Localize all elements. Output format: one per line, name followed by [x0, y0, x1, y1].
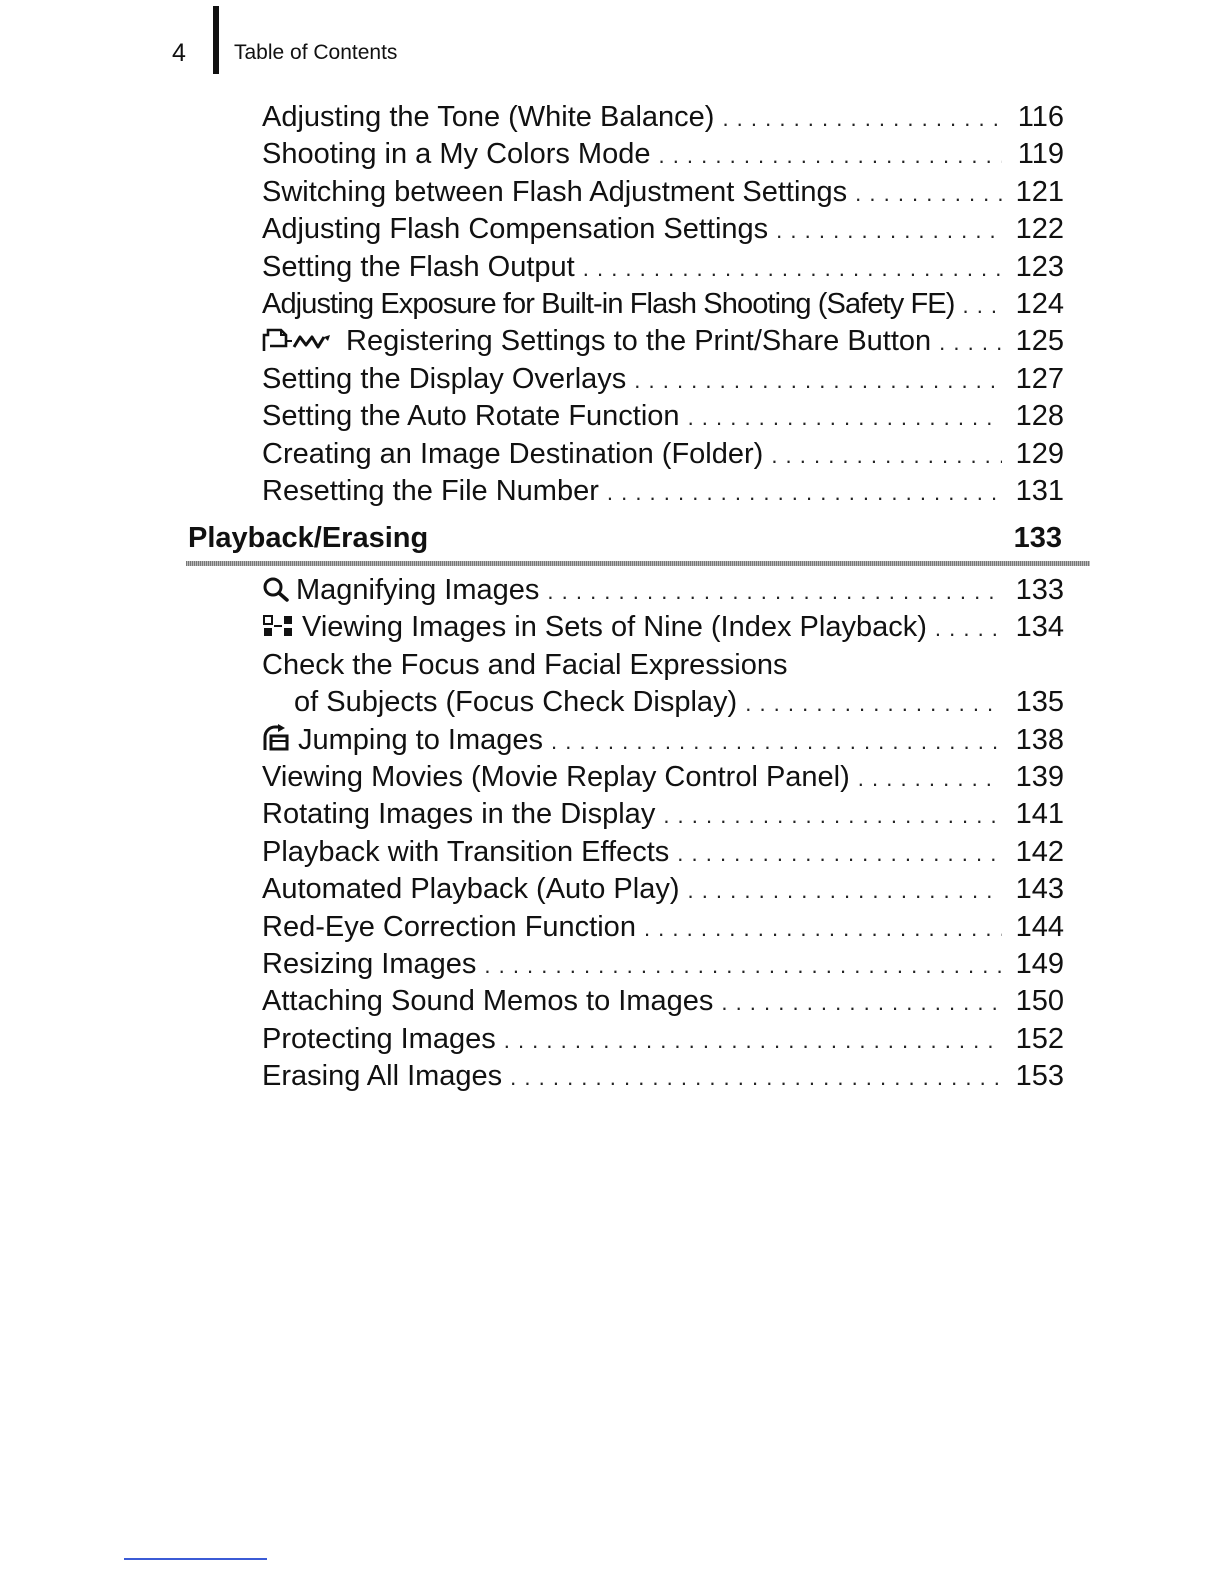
toc-entry-page: 143 [1015, 873, 1064, 906]
section-heading-playback-erasing[interactable] [188, 518, 1062, 558]
toc-entry-page: 134 [1015, 611, 1064, 644]
toc-leader-dots [547, 573, 1002, 609]
toc-entry-continued[interactable] [262, 684, 1064, 721]
jump-icon [262, 724, 292, 759]
toc-entry-label: Protecting Images [262, 1022, 496, 1055]
toc-entry-label: Magnifying Images [296, 574, 540, 606]
toc-entry-page: 129 [1015, 437, 1064, 470]
toc-leader-dots [644, 910, 1002, 946]
toc-leader-dots [607, 474, 1002, 510]
toc-entry-page: 153 [1015, 1060, 1064, 1093]
toc-entry-page: 131 [1015, 474, 1064, 507]
toc-entry-label: Adjusting Flash Compensation Settings [262, 213, 769, 246]
toc-entry[interactable] [262, 361, 1064, 398]
toc-leader-dots [510, 1059, 1002, 1095]
toc-entry-page: 135 [1015, 686, 1064, 719]
toc-entry[interactable] [262, 572, 1064, 609]
toc-entry[interactable] [262, 211, 1064, 248]
toc-entry-page: 125 [1015, 325, 1064, 358]
toc-entry-label-line1: Check the Focus and Facial Expressions [262, 648, 788, 681]
toc-entry[interactable] [262, 99, 1064, 136]
toc-entry[interactable] [262, 759, 1064, 796]
toc-leader-dots [484, 947, 1002, 983]
toc-entry-label: Resetting the File Number [262, 474, 599, 507]
toc-entry-page: 123 [1015, 250, 1064, 283]
toc-entry[interactable] [262, 946, 1064, 983]
toc-entry[interactable] [262, 834, 1064, 871]
toc-leader-dots [962, 287, 1002, 323]
section-heading-page: 133 [1013, 522, 1062, 554]
toc-entry-label: Setting the Flash Output [262, 250, 575, 283]
toc-leader-dots [504, 1022, 1002, 1058]
magnify-icon [262, 575, 290, 609]
toc-entry[interactable] [262, 398, 1064, 435]
toc-entry[interactable] [262, 983, 1064, 1020]
footer-link-underline [124, 1558, 267, 1560]
toc-entry-label-with-icon [262, 572, 539, 609]
toc-entry-label: Erasing All Images [262, 1060, 503, 1093]
toc-entry-page: 141 [1015, 798, 1064, 831]
toc-entry[interactable] [262, 286, 1064, 323]
toc-entry-label: Creating an Image Destination (Folder) [262, 437, 764, 470]
toc-entry-page: 116 [1017, 101, 1064, 133]
toc-entry-page: 121 [1015, 175, 1064, 208]
toc-entry-page: 124 [1015, 287, 1064, 320]
section-divider [186, 561, 1090, 566]
toc-leader-dots [658, 137, 1002, 173]
toc-entry-label: Attaching Sound Memos to Images [262, 985, 714, 1018]
toc-entry[interactable] [262, 722, 1064, 759]
toc-leader-dots [939, 324, 1002, 360]
toc-entry-label: Setting the Display Overlays [262, 362, 627, 395]
toc-entry[interactable] [262, 909, 1064, 946]
toc-entry[interactable] [262, 647, 1064, 684]
toc-entry-label: Rotating Images in the Display [262, 798, 656, 831]
toc-entry-page: 127 [1015, 362, 1064, 395]
toc-leader-dots [855, 175, 1002, 211]
toc-leader-dots [634, 362, 1002, 398]
toc-entry[interactable] [262, 1021, 1064, 1058]
toc-entry[interactable] [262, 249, 1064, 286]
toc-entry-page: 128 [1015, 400, 1064, 433]
toc-entry[interactable] [262, 473, 1064, 510]
toc-entry-page: 152 [1015, 1022, 1064, 1055]
toc-entry[interactable] [262, 871, 1064, 908]
toc-entry-label: Playback with Transition Effects [262, 835, 670, 868]
toc-leader-dots [687, 872, 1002, 908]
toc-entry-page: 138 [1015, 723, 1064, 756]
header-title: Table of Contents [234, 41, 398, 64]
toc-entry-label-with-icon [262, 323, 931, 360]
toc-entry[interactable] [262, 609, 1064, 646]
toc-leader-dots [858, 760, 1002, 796]
toc-entry-page: 142 [1015, 835, 1064, 868]
toc-entry-label-line2: of Subjects (Focus Check Display) [294, 686, 738, 719]
toc-leader-dots [551, 723, 1002, 759]
page-header [0, 0, 1224, 80]
toc-entry-page: 150 [1015, 985, 1064, 1018]
toc-entry[interactable] [262, 323, 1064, 360]
toc-entry[interactable] [262, 796, 1064, 833]
toc-entry-page: 119 [1017, 138, 1064, 171]
toc-entry-label: Jumping to Images [298, 723, 544, 756]
toc-leader-dots [745, 685, 1002, 721]
toc-leader-dots [771, 437, 1002, 473]
toc-entry-label: Red-Eye Correction Function [262, 910, 636, 943]
toc-list-playback-erasing [262, 572, 1064, 1095]
toc-leader-dots [776, 212, 1002, 248]
toc-entry-label-with-icon [262, 722, 543, 759]
toc-leader-dots [663, 797, 1002, 833]
toc-entry[interactable] [262, 174, 1064, 211]
toc-entry-page: 133 [1015, 574, 1064, 606]
toc-entry-page: 149 [1015, 947, 1064, 980]
toc-entry-label: Viewing Movies (Movie Replay Control Panel) [262, 760, 850, 793]
toc-leader-dots [935, 610, 1002, 646]
toc-entry[interactable] [262, 436, 1064, 473]
toc-entry-label: Resizing Images [262, 947, 477, 980]
toc-entry-label: Viewing Images in Sets of Nine (Index Playback) [302, 611, 927, 644]
toc-entry[interactable] [262, 1058, 1064, 1095]
toc-leader-dots [677, 835, 1002, 871]
toc-entry-label: Setting the Auto Rotate Function [262, 400, 680, 433]
print-share-icon [262, 326, 340, 360]
toc-entry-page: 122 [1015, 213, 1064, 246]
toc-entry-label: Automated Playback (Auto Play) [262, 873, 680, 906]
toc-entry-label: Switching between Flash Adjustment Settings [262, 175, 848, 208]
toc-entry-label: Registering Settings to the Print/Share Button [346, 325, 932, 358]
toc-entry-page: 139 [1015, 760, 1064, 793]
toc-entry[interactable] [262, 136, 1064, 173]
toc-entry-label: Shooting in a My Colors Mode [262, 138, 651, 171]
toc-leader-dots [722, 100, 1002, 136]
toc-entry-page: 144 [1015, 910, 1064, 943]
toc-entry-label: Adjusting the Tone (White Balance) [262, 101, 715, 133]
index-playback-icon [262, 612, 296, 646]
toc-leader-dots [721, 984, 1002, 1020]
toc-entry-label: Adjusting Exposure for Built-in Flash Shooting (Safety FE) [262, 287, 955, 320]
toc-leader-dots [688, 399, 1002, 435]
toc-list-camera-settings [262, 99, 1064, 510]
header-divider [213, 6, 219, 74]
toc-entry-label-with-icon [262, 609, 927, 646]
section-heading-title: Playback/Erasing [188, 522, 429, 554]
page-number: 4 [172, 39, 186, 67]
toc-leader-dots [583, 250, 1002, 286]
